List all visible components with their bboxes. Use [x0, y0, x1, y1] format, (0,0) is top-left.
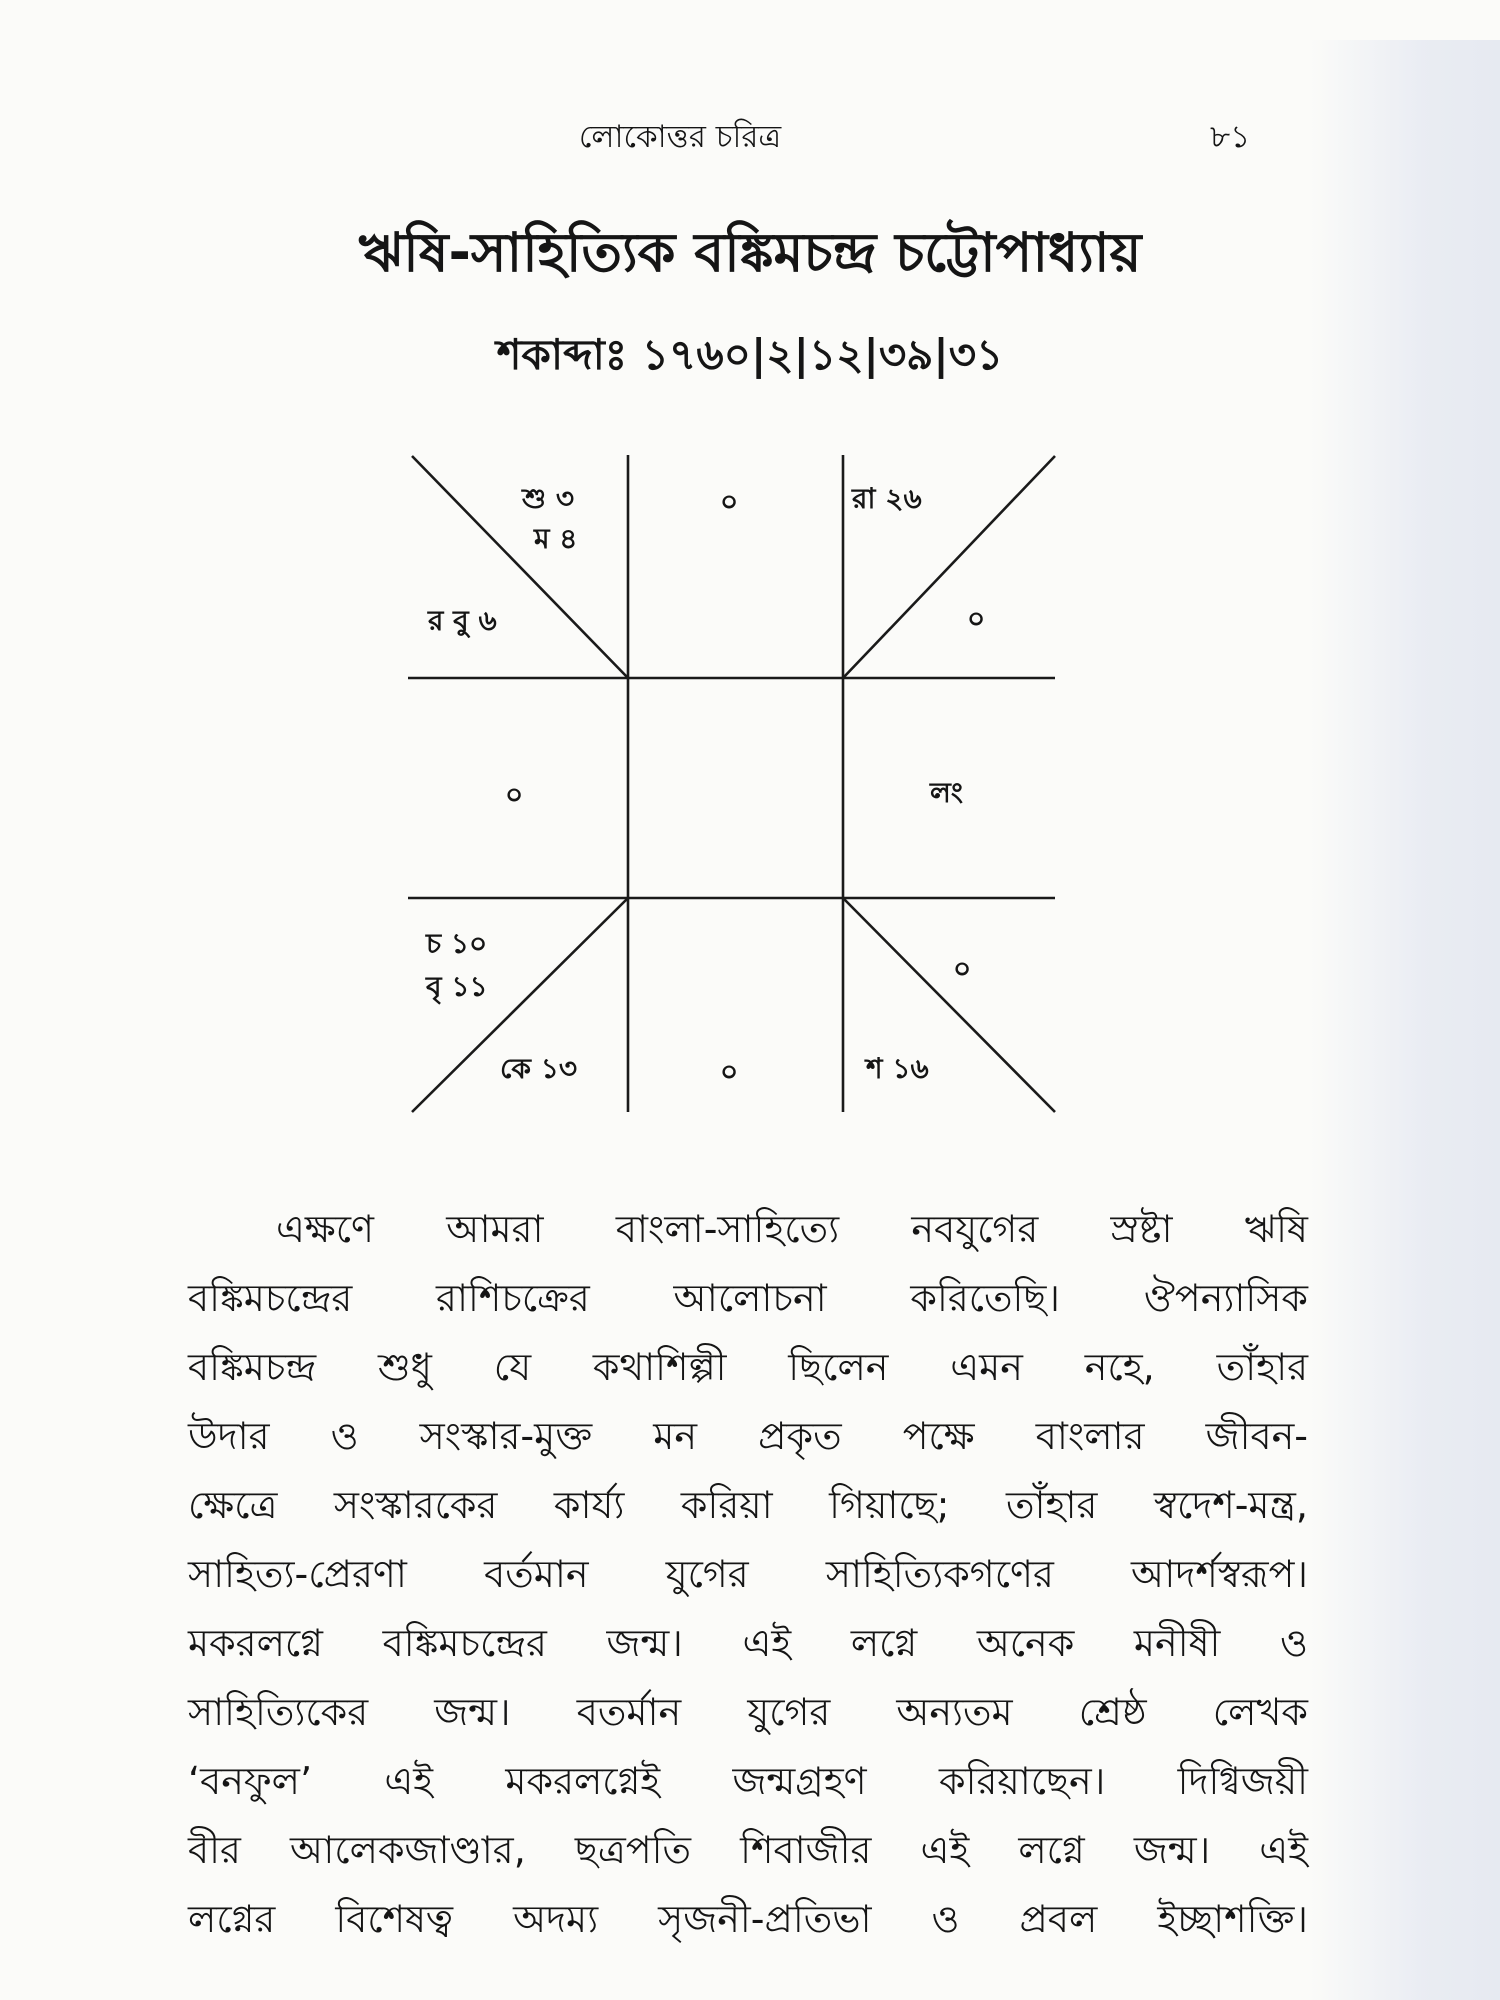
- house-bottom-left-bottom: কে ১৩: [500, 1052, 578, 1085]
- chapter-title: ঋষি-সাহিত্যিক বঙ্কিমচন্দ্র চট্টোপাধ্যায়: [358, 221, 1142, 284]
- page-number: ৮১: [1210, 119, 1251, 155]
- body-paragraph: [188, 1195, 1308, 1954]
- house-bottom-left-lower: বৃ ১১: [426, 970, 488, 1003]
- house-middle-right: লং: [930, 776, 963, 809]
- house-middle-left: ০: [505, 778, 524, 811]
- house-bottom-right-side: ০: [953, 952, 972, 985]
- paragraph-line: সাহিত্যিকের জন্ম। বতর্মান যুগের অন্যতম শ্রেষ্ঠ লেখক: [188, 1690, 1308, 1734]
- house-bottom-right-bottom: শ ১৬: [866, 1052, 929, 1085]
- paragraph-line: উদার ও সংস্কার-মুক্ত মন প্রকৃত পক্ষে বাংলার জীবন-: [188, 1414, 1308, 1458]
- house-top-left-lower: ম ৪: [534, 522, 578, 555]
- horoscope-chart: [400, 450, 1060, 1115]
- paragraph-line: বঙ্কিমচন্দ্রের রাশিচক্রের আলোচনা করিতেছি। ঔপন্যাসিক: [188, 1276, 1308, 1320]
- running-title: লোকোত্তর চরিত্র: [578, 119, 782, 155]
- paragraph-line: ক্ষেত্রে সংস্কারকের কার্য্য করিয়া গিয়াছে; তাঁহার স্বদেশ-মন্ত্র,: [188, 1483, 1308, 1527]
- paragraph-line: এক্ষণে আমরা বাংলা-সাহিত্যে নবযুগের স্রষ্টা ঋষি: [276, 1207, 1308, 1251]
- house-top-right-side: ০: [967, 602, 986, 635]
- paragraph-line: বঙ্কিমচন্দ্র শুধু যে কথাশিল্পী ছিলেন এমন নহে, তাঁহার: [188, 1345, 1308, 1389]
- house-top-right-upper: রা ২৬: [852, 482, 922, 515]
- running-header: [0, 112, 1500, 162]
- paragraph-line: লগ্নের বিশেষত্ব অদম্য সৃজনী-প্রতিভা ও প্রবল ইচ্ছাশক্তি।: [188, 1897, 1308, 1941]
- paragraph-line: ‘বনফুল’ এই মকরলগ্নেই জন্মগ্রহণ করিয়াছেন। দিগ্বিজয়ী: [188, 1759, 1308, 1803]
- house-top-left-upper: শু ৩: [522, 482, 575, 515]
- house-top-left-side: র বু ৬: [428, 604, 497, 637]
- saka-date: শকাব্দাঃ ১৭৬০|২|১২|৩৯|৩১: [496, 330, 1004, 379]
- page-edge-shadow: [1310, 40, 1500, 2000]
- paragraph-line: সাহিত্য-প্রেরণা বর্তমান যুগের সাহিত্যিকগণের আদর্শস্বরূপ।: [188, 1552, 1308, 1596]
- house-bottom-middle: ০: [720, 1055, 739, 1088]
- house-top-middle: ০: [720, 485, 739, 518]
- grid-diagonal-top-left: [412, 456, 628, 678]
- house-bottom-left-upper: চ ১০: [426, 927, 488, 960]
- paragraph-line: বীর আলেকজাণ্ডার, ছত্রপতি শিবাজীর এই লগ্নে জন্ম। এই: [188, 1828, 1308, 1872]
- paragraph-line: মকরলগ্নে বঙ্কিমচন্দ্রের জন্ম। এই লগ্নে অনেক মনীষী ও: [188, 1621, 1308, 1665]
